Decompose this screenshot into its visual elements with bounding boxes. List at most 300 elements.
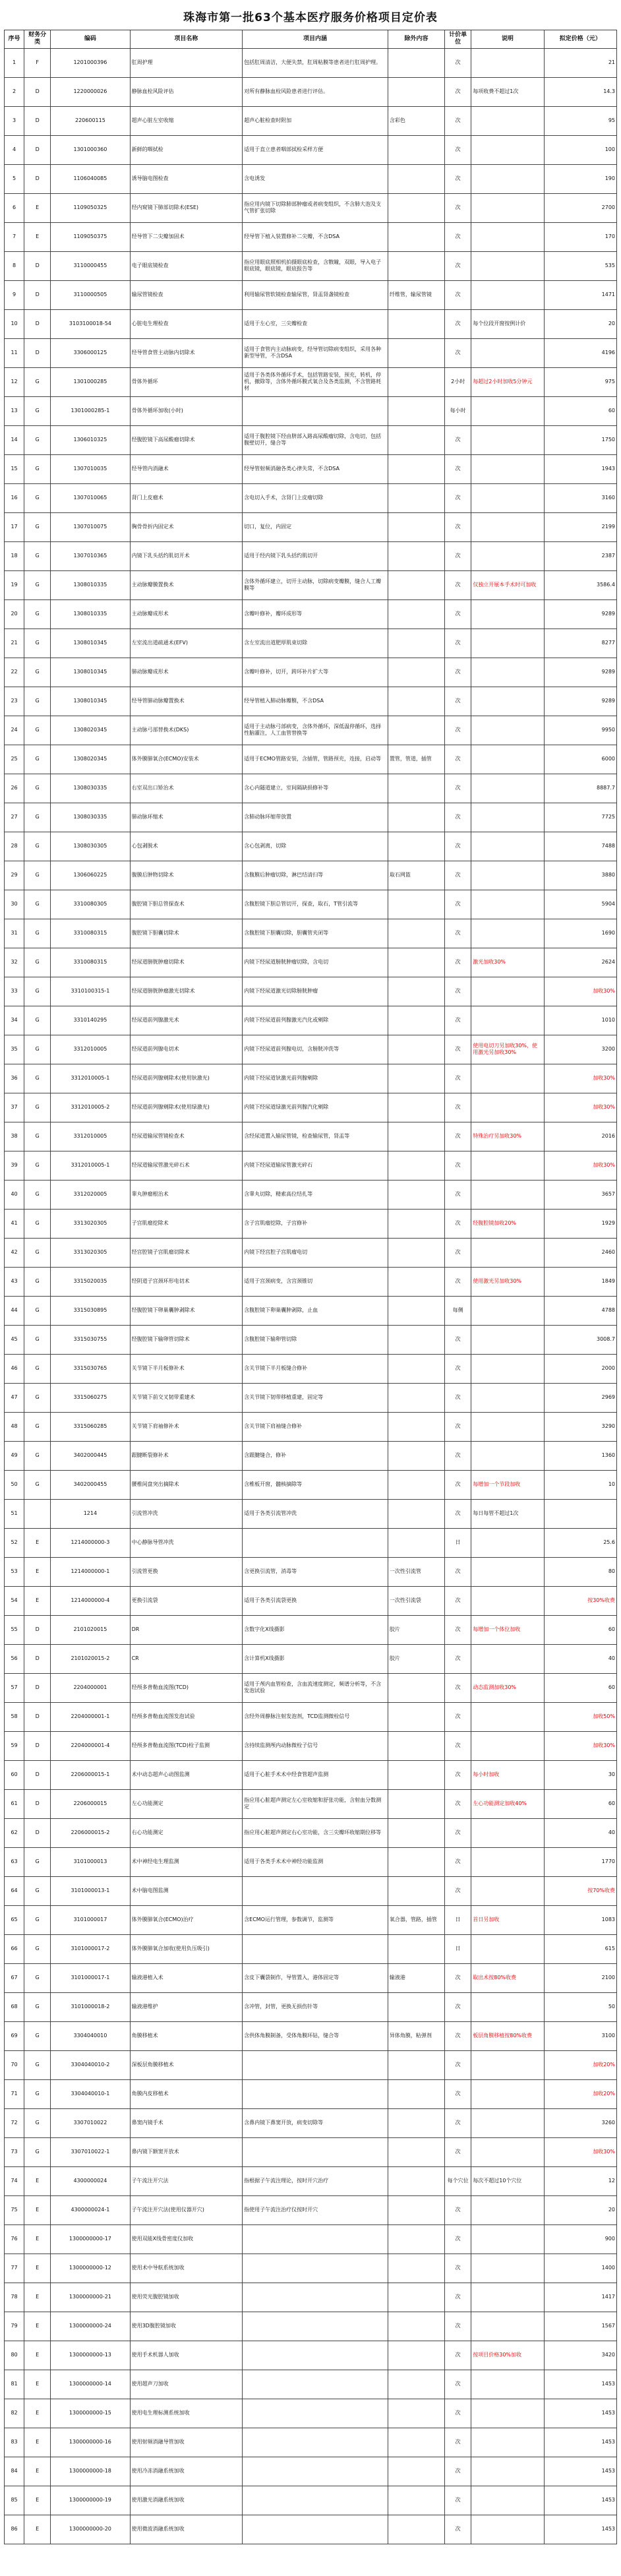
unit-cell: 日 (445, 1934, 471, 1963)
notes-cell (471, 1818, 544, 1847)
notes-cell (471, 2050, 544, 2079)
serial-cell: 18 (5, 541, 24, 570)
code-cell: 3312010005-2 (51, 1093, 130, 1122)
item-name-cell: 关节镜下前交叉韧带重建术 (130, 1383, 243, 1412)
notes-cell (471, 1731, 544, 1760)
item-name-cell: 右心功能测定 (130, 1818, 243, 1847)
exclusions-cell (388, 1296, 444, 1325)
exclusions-cell (388, 2399, 444, 2428)
price-cell: 20 (544, 2195, 616, 2224)
item-name-cell: 输液港植入术 (130, 1963, 243, 1992)
item-content-cell: 包括肛周清洁，大便失禁，肛周粘膜等患者进行肛周护理。 (243, 48, 388, 77)
serial-cell: 19 (5, 570, 24, 599)
code-cell: 3307010022-1 (51, 2137, 130, 2166)
item-content-cell: 指应用内镜下切除肺部肿瘤或者病变组织，不含肺大泡及支气管扩张切除 (243, 193, 388, 222)
serial-cell: 35 (5, 1035, 24, 1064)
unit-cell: 次 (445, 48, 471, 77)
price-cell: 1453 (544, 2486, 616, 2515)
table-row (5, 2399, 617, 2428)
serial-cell: 81 (5, 2370, 24, 2399)
code-cell: 3313020305 (51, 1238, 130, 1267)
item-content-cell: 适用于心脏手术术中经食管超声监测 (243, 1760, 388, 1789)
unit-cell: 次 (445, 1064, 471, 1093)
serial-cell: 84 (5, 2457, 24, 2486)
table-body (5, 48, 617, 2544)
code-cell: 1301000285-1 (51, 396, 130, 425)
table-row (5, 541, 617, 570)
table-row (5, 1122, 617, 1151)
item-content-cell: 含冲管，封管，更换无损伤针等 (243, 1992, 388, 2021)
notes-cell: 每超过2小时加收5分钟元 (471, 367, 544, 396)
price-cell: 3290 (544, 1412, 616, 1441)
header-price: 拟定价格（元） (544, 30, 616, 49)
table-row (5, 106, 617, 135)
code-cell: 3402000445 (51, 1441, 130, 1470)
table-row (5, 425, 617, 454)
item-name-cell: 经尿道前列腺电切术 (130, 1035, 243, 1064)
item-content-cell: 适用于ECMO管路安装，含插管，管路预充，连接，启动等 (243, 745, 388, 774)
price-cell: 3586.4 (544, 570, 616, 599)
serial-cell: 78 (5, 2283, 24, 2312)
item-content-cell: 对所有静脉血栓风险患者进行评估。 (243, 77, 388, 106)
item-name-cell: 电子眼底镜检查 (130, 251, 243, 280)
price-cell: 5904 (544, 890, 616, 919)
category-cell: D (24, 1818, 51, 1847)
table-row (5, 1963, 617, 1992)
code-cell: 1300000000-12 (51, 2254, 130, 2283)
table-row (5, 774, 617, 803)
item-name-cell: 术中动态超声心动图监测 (130, 1760, 243, 1789)
exclusions-cell (388, 1528, 444, 1557)
unit-cell: 每个穴位 (445, 2166, 471, 2195)
exclusions-cell (388, 2341, 444, 2370)
price-cell: 21 (544, 48, 616, 77)
serial-cell: 73 (5, 2137, 24, 2166)
notes-cell: 特殊治疗另加收30% (471, 1122, 544, 1151)
exclusions-cell (388, 1064, 444, 1093)
notes-cell (471, 716, 544, 745)
table-row (5, 309, 617, 338)
unit-cell: 次 (445, 135, 471, 164)
unit-cell: 次 (445, 2370, 471, 2399)
code-cell: 3313020305 (51, 1209, 130, 1238)
price-cell: 900 (544, 2224, 616, 2254)
serial-cell: 74 (5, 2166, 24, 2195)
notes-cell (471, 2486, 544, 2515)
serial-cell: 51 (5, 1499, 24, 1528)
notes-cell (471, 338, 544, 367)
notes-cell: 使用激光另加收30% (471, 1267, 544, 1296)
notes-cell (471, 1847, 544, 1876)
item-content-cell: 含腹腔镜下胆囊切除，胆囊管夹闭等 (243, 919, 388, 948)
unit-cell: 次 (445, 890, 471, 919)
price-cell: 6000 (544, 745, 616, 774)
serial-cell: 68 (5, 1992, 24, 2021)
code-cell: 3304040010-1 (51, 2079, 130, 2108)
table-row (5, 164, 617, 193)
code-cell: 3101000017 (51, 1905, 130, 1934)
table-row (5, 1702, 617, 1731)
code-cell: 1109050375 (51, 222, 130, 251)
serial-cell: 22 (5, 658, 24, 687)
code-cell: 3312010005 (51, 1035, 130, 1064)
item-name-cell: 角膜移植术 (130, 2021, 243, 2050)
notes-cell (471, 977, 544, 1006)
item-name-cell: 骨体外循环加收(小时) (130, 396, 243, 425)
category-cell: F (24, 48, 51, 77)
table-row (5, 629, 617, 658)
price-cell: 3657 (544, 1180, 616, 1209)
code-cell: 2206000015-1 (51, 1760, 130, 1789)
item-content-cell: 含腹腔镜下输卵管切除 (243, 1325, 388, 1354)
exclusions-cell: 一次性引流袋 (388, 1586, 444, 1615)
exclusions-cell (388, 512, 444, 541)
serial-cell: 53 (5, 1557, 24, 1586)
code-cell: 3310080305 (51, 890, 130, 919)
table-row (5, 1441, 617, 1470)
item-name-cell: 主动脉瓣成形术 (130, 599, 243, 629)
table-row (5, 2457, 617, 2486)
item-name-cell: 经颅多普勒血流图(TCD)栓子监测 (130, 1731, 243, 1760)
item-name-cell: 静脉血栓风险评估 (130, 77, 243, 106)
document-title: 珠海市第一批63个基本医疗服务价格项目定价表 (183, 11, 438, 24)
unit-cell: 次 (445, 2515, 471, 2544)
code-cell: 3312010005 (51, 1122, 130, 1151)
price-cell: 2100 (544, 1963, 616, 1992)
code-cell: 1308030305 (51, 832, 130, 861)
code-cell: 1300000000-19 (51, 2486, 130, 2515)
price-cell: 9950 (544, 716, 616, 745)
exclusions-cell (388, 483, 444, 512)
item-content-cell: 含计算机X线摄影 (243, 1644, 388, 1673)
price-cell: 2969 (544, 1383, 616, 1412)
notes-cell (471, 2254, 544, 2283)
serial-cell: 75 (5, 2195, 24, 2224)
exclusions-cell (388, 251, 444, 280)
unit-cell: 次 (445, 1673, 471, 1702)
serial-cell: 49 (5, 1441, 24, 1470)
table-row (5, 2283, 617, 2312)
table-row (5, 2254, 617, 2283)
item-content-cell (243, 2079, 388, 2108)
serial-cell: 76 (5, 2224, 24, 2254)
category-cell: G (24, 570, 51, 599)
serial-cell: 82 (5, 2399, 24, 2428)
item-content-cell: 含瓣叶修补，切开，跨环补片扩大等 (243, 658, 388, 687)
item-name-cell: 腹腔镜下胆总管探查术 (130, 890, 243, 919)
price-cell: 加收30% (544, 1151, 616, 1180)
item-name-cell: 右室双出口矫治术 (130, 774, 243, 803)
item-content-cell: 含电诱发 (243, 164, 388, 193)
item-name-cell: 使用3D腹腔镜加收 (130, 2312, 243, 2341)
unit-cell: 次 (445, 1441, 471, 1470)
item-content-cell: 适用于腹腔镜下经由脐部入路高尿酸瘤切除，含电切，包括腹壁切开，缝合等 (243, 425, 388, 454)
unit-cell: 次 (445, 774, 471, 803)
item-name-cell: 子午流注开穴法 (130, 2166, 243, 2195)
serial-cell: 77 (5, 2254, 24, 2283)
item-name-cell: 经颅多普勒血流图发泡试验 (130, 1702, 243, 1731)
notes-cell (471, 1644, 544, 1673)
exclusions-cell (388, 222, 444, 251)
notes-cell (471, 1180, 544, 1209)
unit-cell: 次 (445, 1702, 471, 1731)
item-content-cell: 含关节镜下韧带移植重建，固定等 (243, 1383, 388, 1412)
item-content-cell (243, 2428, 388, 2457)
exclusions-cell (388, 2457, 444, 2486)
code-cell: 3101000013 (51, 1847, 130, 1876)
serial-cell: 58 (5, 1702, 24, 1731)
category-cell: G (24, 1992, 51, 2021)
exclusions-cell (388, 1412, 444, 1441)
category-cell: G (24, 2108, 51, 2137)
table-row (5, 2166, 617, 2195)
exclusions-cell (388, 1006, 444, 1035)
code-cell: 3310140295 (51, 1006, 130, 1035)
code-cell: 1308010345 (51, 629, 130, 658)
price-cell: 20 (544, 309, 616, 338)
item-name-cell: 经尿道前列腺剜除术(使用绿激光) (130, 1093, 243, 1122)
item-name-cell: 经腹腔镜下输卵管切除术 (130, 1325, 243, 1354)
serial-cell: 26 (5, 774, 24, 803)
table-row (5, 1006, 617, 1035)
notes-cell (471, 280, 544, 309)
code-cell: 1300000000-21 (51, 2283, 130, 2312)
exclusions-cell (388, 425, 444, 454)
notes-cell (471, 251, 544, 280)
serial-cell: 62 (5, 1818, 24, 1847)
unit-cell: 次 (445, 1325, 471, 1354)
exclusions-cell (388, 48, 444, 77)
notes-cell (471, 1093, 544, 1122)
price-cell: 加收30% (544, 977, 616, 1006)
price-cell (544, 1499, 616, 1528)
table-row (5, 2021, 617, 2050)
category-cell: E (24, 2283, 51, 2312)
category-cell: D (24, 251, 51, 280)
serial-cell: 50 (5, 1470, 24, 1499)
category-cell: G (24, 1122, 51, 1151)
serial-cell: 23 (5, 687, 24, 716)
code-cell: 1214 (51, 1499, 130, 1528)
category-cell: D (24, 135, 51, 164)
notes-cell (471, 1412, 544, 1441)
notes-cell (471, 483, 544, 512)
serial-cell: 28 (5, 832, 24, 861)
notes-cell (471, 2370, 544, 2399)
table-header-row (5, 30, 617, 49)
item-name-cell: 深板层角膜移植术 (130, 2050, 243, 2079)
exclusions-cell (388, 599, 444, 629)
code-cell: 1214000000-3 (51, 1528, 130, 1557)
unit-cell: 次 (445, 1470, 471, 1499)
price-cell: 3008.7 (544, 1325, 616, 1354)
table-row (5, 1818, 617, 1847)
category-cell: G (24, 1876, 51, 1905)
item-name-cell: 骨体外循环 (130, 367, 243, 396)
notes-cell (471, 48, 544, 77)
exclusions-cell (388, 658, 444, 687)
unit-cell: 次 (445, 1615, 471, 1644)
item-name-cell: 引流管冲洗 (130, 1499, 243, 1528)
price-cell: 3200 (544, 1035, 616, 1064)
exclusions-cell (388, 1441, 444, 1470)
serial-cell: 66 (5, 1934, 24, 1963)
price-cell: 按30%收费 (544, 1586, 616, 1615)
unit-cell: 次 (445, 425, 471, 454)
notes-cell (471, 1064, 544, 1093)
price-cell: 1567 (544, 2312, 616, 2341)
serial-cell: 46 (5, 1354, 24, 1383)
exclusions-cell (388, 309, 444, 338)
table-row (5, 2050, 617, 2079)
unit-cell: 次 (445, 2457, 471, 2486)
exclusions-cell (388, 396, 444, 425)
category-cell: G (24, 1412, 51, 1441)
price-cell: 9289 (544, 658, 616, 687)
exclusions-cell (388, 2254, 444, 2283)
item-name-cell: 术中脑电图监测 (130, 1876, 243, 1905)
code-cell: 1220000026 (51, 77, 130, 106)
item-name-cell: DR (130, 1615, 243, 1644)
unit-cell: 次 (445, 1789, 471, 1818)
unit-cell: 每侧 (445, 1296, 471, 1325)
code-cell: 3101000017-1 (51, 1963, 130, 1992)
price-cell: 3880 (544, 861, 616, 890)
serial-cell: 85 (5, 2486, 24, 2515)
item-content-cell: 适用于各类体外循环手术，包括管路安装，预充，转机，停机，撤除等，含体外循环膜式氧合及各类监测，不含管路耗材 (243, 367, 388, 396)
serial-cell: 55 (5, 1615, 24, 1644)
notes-cell (471, 1992, 544, 2021)
table-row (5, 716, 617, 745)
item-content-cell: 含腹膜后肿瘤切除，淋巴结清扫等 (243, 861, 388, 890)
item-content-cell: 含电切入手术，含肾门上皮瘤切除 (243, 483, 388, 512)
category-cell: G (24, 1934, 51, 1963)
item-name-cell: 左心功能测定 (130, 1789, 243, 1818)
unit-cell: 次 (445, 164, 471, 193)
table-row (5, 2195, 617, 2224)
unit-cell: 次 (445, 309, 471, 338)
table-row (5, 1876, 617, 1905)
code-cell: 1300000000-18 (51, 2457, 130, 2486)
unit-cell: 次 (445, 948, 471, 977)
exclusions-cell (388, 1818, 444, 1847)
unit-cell: 次 (445, 716, 471, 745)
category-cell: G (24, 1238, 51, 1267)
item-name-cell: 鼻内镜下额窦开放术 (130, 2137, 243, 2166)
unit-cell: 次 (445, 1151, 471, 1180)
exclusions-cell (388, 541, 444, 570)
item-name-cell: 术中神经电生理监测 (130, 1847, 243, 1876)
code-cell: 1300000000-17 (51, 2224, 130, 2254)
serial-cell: 34 (5, 1006, 24, 1035)
item-content-cell: 适用于左心室，三尖瓣检查 (243, 309, 388, 338)
notes-cell (471, 2312, 544, 2341)
exclusions-cell (388, 77, 444, 106)
category-cell: G (24, 977, 51, 1006)
table-row (5, 1296, 617, 1325)
table-row (5, 1615, 617, 1644)
table-row (5, 396, 617, 425)
item-content-cell: 适用于宫颈病变，含宫颈锥切 (243, 1267, 388, 1296)
serial-cell: 15 (5, 454, 24, 483)
table-row (5, 135, 617, 164)
notes-cell: 按项目价格30%加收 (471, 2341, 544, 2370)
code-cell: 3310080315 (51, 948, 130, 977)
exclusions-cell (388, 1267, 444, 1296)
notes-cell: 经腹腔镜加收20% (471, 1209, 544, 1238)
item-name-cell: 角膜内皮移植术 (130, 2079, 243, 2108)
price-cell: 1400 (544, 2254, 616, 2283)
table-row (5, 1760, 617, 1789)
price-cell: 2199 (544, 512, 616, 541)
notes-cell (471, 1006, 544, 1035)
item-name-cell: 腰椎间盘突出摘除术 (130, 1470, 243, 1499)
table-row (5, 2137, 617, 2166)
item-content-cell: 含ECMO运行管理，参数调节，监测等 (243, 1905, 388, 1934)
unit-cell: 次 (445, 280, 471, 309)
price-cell: 1453 (544, 2399, 616, 2428)
price-cell: 1453 (544, 2370, 616, 2399)
item-name-cell: 肺动脉瓣成形术 (130, 658, 243, 687)
unit-cell: 次 (445, 1383, 471, 1412)
price-cell: 615 (544, 1934, 616, 1963)
item-content-cell: 适用于主动脉弓部病变，含体外循环，深低温停循环，选择性脑灌注，人工血管替换等 (243, 716, 388, 745)
header-finance-category: 财务分类 (24, 30, 51, 49)
item-name-cell: 新鲜的咽拭检 (130, 135, 243, 164)
item-name-cell: 经尿道输尿管激光碎石术 (130, 1151, 243, 1180)
notes-cell: 激光加收30% (471, 948, 544, 977)
category-cell: D (24, 1644, 51, 1673)
exclusions-cell: 胶片 (388, 1615, 444, 1644)
exclusions-cell (388, 570, 444, 599)
table-row (5, 1673, 617, 1702)
item-name-cell: 体外膜肺氧合(ECMO)安装术 (130, 745, 243, 774)
category-cell: D (24, 77, 51, 106)
category-cell: E (24, 1528, 51, 1557)
item-content-cell: 利用输尿管软镜检查输尿管，肾盂肾盏镜检查 (243, 280, 388, 309)
category-cell: D (24, 1702, 51, 1731)
price-cell: 1849 (544, 1267, 616, 1296)
category-cell: E (24, 2341, 51, 2370)
unit-cell: 次 (445, 1760, 471, 1789)
table-row (5, 1238, 617, 1267)
table-row (5, 2079, 617, 2108)
notes-cell (471, 396, 544, 425)
exclusions-cell: 异体角膜，粘弹剂 (388, 2021, 444, 2050)
serial-cell: 57 (5, 1673, 24, 1702)
notes-cell (471, 832, 544, 861)
code-cell: 1307010035 (51, 454, 130, 483)
unit-cell: 次 (445, 2021, 471, 2050)
code-cell: 2204000001-1 (51, 1702, 130, 1731)
item-name-cell: 诱导脑电图检查 (130, 164, 243, 193)
exclusions-cell (388, 1934, 444, 1963)
item-name-cell: 主动脉瓣膜置换术 (130, 570, 243, 599)
exclusions-cell: 置管，管道，插管 (388, 745, 444, 774)
code-cell: 3315020035 (51, 1267, 130, 1296)
unit-cell: 2小时 (445, 367, 471, 396)
code-cell: 1300000000-14 (51, 2370, 130, 2399)
table-row (5, 2312, 617, 2341)
serial-cell: 37 (5, 1093, 24, 1122)
price-cell: 535 (544, 251, 616, 280)
unit-cell: 次 (445, 687, 471, 716)
serial-cell: 42 (5, 1238, 24, 1267)
notes-cell: 板层角膜移植按80%收费 (471, 2021, 544, 2050)
table-row (5, 1383, 617, 1412)
table-row (5, 977, 617, 1006)
serial-cell: 86 (5, 2515, 24, 2544)
